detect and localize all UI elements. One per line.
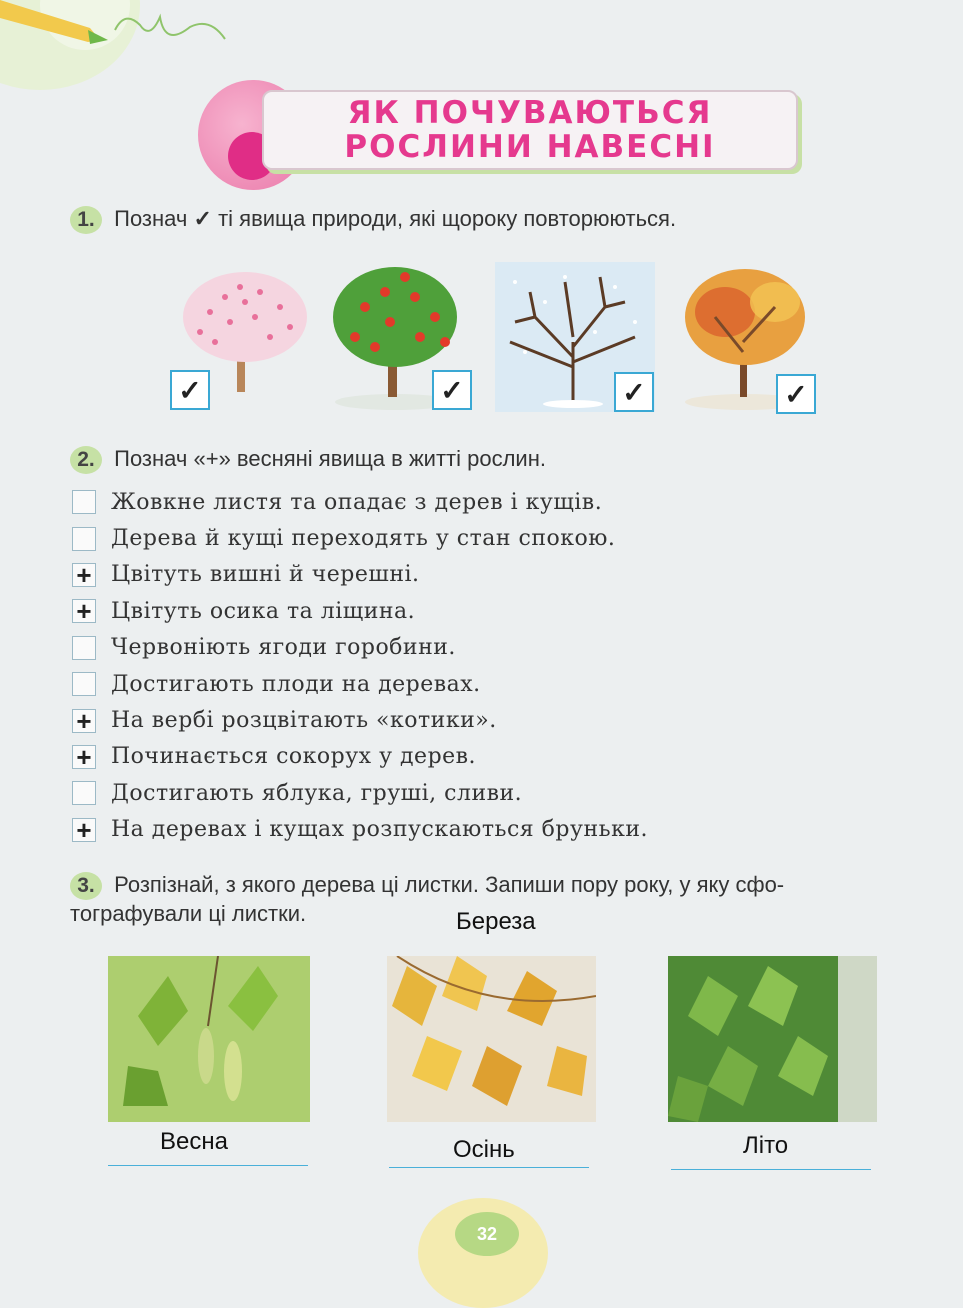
task-3-instruction-line-2: тографували ці листки. <box>70 901 307 926</box>
list-item-text: На вербі розцвітають «котики». <box>111 708 497 734</box>
list-item <box>72 484 648 520</box>
page-number: 32 <box>455 1212 519 1256</box>
season-answer-2: Осінь <box>453 1136 515 1163</box>
task-1-checkbox-4[interactable]: ✓ <box>776 374 816 414</box>
list-item <box>72 775 648 811</box>
task-2-checkbox[interactable]: + <box>72 818 96 842</box>
spring-birch-leaves-photo <box>108 956 310 1122</box>
task-3-text-1: Розпізнай, з якого дерева ці листки. Запиши пору року, у яку сфо- <box>114 872 785 897</box>
task-2-checkbox[interactable]: + <box>72 563 96 587</box>
task-1-instruction <box>70 206 676 234</box>
task-2-checkbox[interactable]: + <box>72 709 96 733</box>
autumn-birch-leaves-photo <box>387 956 596 1122</box>
list-item <box>72 702 648 738</box>
task-2-instruction <box>70 446 546 474</box>
task-1-number: 1. <box>70 206 102 234</box>
list-item-text: Жовкне листя та опадає з дерев і кущів. <box>111 489 603 515</box>
season-answer-3: Літо <box>743 1132 789 1159</box>
task-2-number: 2. <box>70 446 102 474</box>
task-2-checkbox[interactable] <box>72 527 96 551</box>
title-banner <box>262 90 798 170</box>
page-title-line-1: ЯК ПОЧУВАЮТЬСЯ <box>347 95 713 131</box>
list-item-text: Достигають яблука, груші, сливи. <box>111 780 523 806</box>
answer-line-2 <box>389 1167 589 1168</box>
list-item <box>72 630 648 666</box>
pencil-icon <box>0 0 240 70</box>
list-item-text: Дерева й кущі переходять у стан спокою. <box>111 526 616 552</box>
task-1-text-before: Познач <box>114 206 188 231</box>
list-item <box>72 812 648 848</box>
list-item <box>72 739 648 775</box>
task-2-list <box>72 484 648 848</box>
task-2-checkbox[interactable] <box>72 672 96 696</box>
task-2-checkbox[interactable] <box>72 781 96 805</box>
task-2-checkbox[interactable]: + <box>72 599 96 623</box>
list-item <box>72 557 648 593</box>
answer-line-1 <box>108 1165 308 1166</box>
task-2-checkbox[interactable] <box>72 636 96 660</box>
list-item <box>72 666 648 702</box>
list-item <box>72 593 648 629</box>
task-2-checkbox[interactable]: + <box>72 745 96 769</box>
list-item-text: На деревах і кущах розпускаються бруньки. <box>111 817 648 843</box>
task-1-checkbox-1[interactable]: ✓ <box>170 370 210 410</box>
task-1-checkbox-3[interactable]: ✓ <box>614 372 654 412</box>
task-3-number: 3. <box>70 872 102 900</box>
season-answer-1: Весна <box>160 1128 228 1155</box>
page-title-line-2: РОСЛИНИ НАВЕСНІ <box>344 129 716 165</box>
summer-birch-leaves-photo <box>668 956 877 1122</box>
task-1-checkbox-2[interactable]: ✓ <box>432 370 472 410</box>
checkmark-icon: ✓ <box>193 206 212 231</box>
list-item-text: Цвітуть вишні й черешні. <box>111 562 420 588</box>
task-2-checkbox[interactable] <box>72 490 96 514</box>
task-1-text-after: ті явища природи, які щороку повторюються. <box>218 206 677 231</box>
list-item-text: Достигають плоди на деревах. <box>111 671 481 697</box>
task-2-text: Познач «+» весняні явища в житті рослин. <box>114 446 546 471</box>
list-item-text: Червоніють ягоди горобини. <box>111 635 456 661</box>
tree-answer-text: Береза <box>456 908 536 935</box>
list-item-text: Цвітуть осика та ліщина. <box>111 598 416 624</box>
list-item <box>72 520 648 556</box>
task-3-instruction-line-1 <box>70 872 784 900</box>
list-item-text: Починається сокорух у дерев. <box>111 744 477 770</box>
answer-line-3 <box>671 1169 871 1170</box>
